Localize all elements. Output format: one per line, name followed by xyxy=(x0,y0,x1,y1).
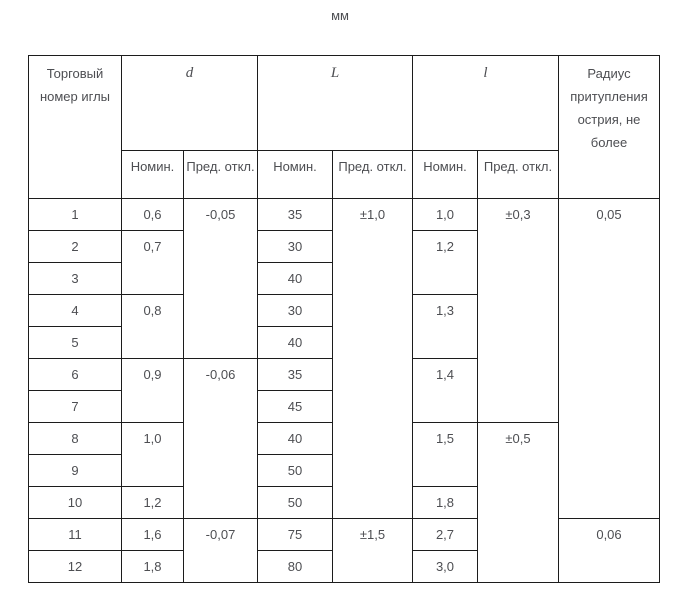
table-cell: 10 xyxy=(29,487,122,519)
header-group-L: L xyxy=(258,56,413,151)
table-cell: 75 xyxy=(258,519,333,551)
unit-label: мм xyxy=(331,8,349,23)
table-cell: 40 xyxy=(258,263,333,295)
table-cell: 1,2 xyxy=(413,231,478,295)
needle-dimensions-table xyxy=(28,55,660,583)
table-cell: 1,8 xyxy=(122,551,184,583)
table-row-11 xyxy=(29,519,660,551)
table-cell: 35 xyxy=(258,359,333,391)
header-L-deviation: Пред. откл. xyxy=(333,151,413,199)
table-cell: 8 xyxy=(29,423,122,455)
table-cell: 12 xyxy=(29,551,122,583)
table-cell: -0,07 xyxy=(184,519,258,583)
table-cell: 45 xyxy=(258,391,333,423)
header-d-nominal: Номин. xyxy=(122,151,184,199)
table-cell: 0,7 xyxy=(122,231,184,295)
header-group-row xyxy=(29,56,660,151)
table-cell: ±1,5 xyxy=(333,519,413,583)
table-cell: 1,3 xyxy=(413,295,478,359)
table-cell: 3 xyxy=(29,263,122,295)
table-cell: 1,6 xyxy=(122,519,184,551)
table-cell: 0,8 xyxy=(122,295,184,359)
table-cell: 1 xyxy=(29,199,122,231)
table-cell: 50 xyxy=(258,455,333,487)
table-cell: 0,6 xyxy=(122,199,184,231)
table-cell: 1,8 xyxy=(413,487,478,519)
header-l-nominal: Номин. xyxy=(413,151,478,199)
table-cell: 1,0 xyxy=(122,423,184,487)
table-cell: -0,05 xyxy=(184,199,258,359)
table-cell: 6 xyxy=(29,359,122,391)
table-cell: 80 xyxy=(258,551,333,583)
table-cell: ±0,5 xyxy=(478,423,559,583)
table-cell: 30 xyxy=(258,231,333,263)
table-cell: 50 xyxy=(258,487,333,519)
header-group-d: d xyxy=(122,56,258,151)
header-radius: Радиус притупления острия, не более xyxy=(559,56,660,199)
header-group-l: l xyxy=(413,56,559,151)
table-cell: 4 xyxy=(29,295,122,327)
table-cell: 1,5 xyxy=(413,423,478,487)
table-cell: 30 xyxy=(258,295,333,327)
table-cell: 40 xyxy=(258,327,333,359)
table-cell: 5 xyxy=(29,327,122,359)
header-d-deviation: Пред. откл. xyxy=(184,151,258,199)
table-cell: 7 xyxy=(29,391,122,423)
table-cell: 0,06 xyxy=(559,519,660,583)
table-cell: 3,0 xyxy=(413,551,478,583)
header-needle-number: Торговый номер иглы xyxy=(29,56,122,199)
header-L-nominal: Номин. xyxy=(258,151,333,199)
table-cell: ±0,3 xyxy=(478,199,559,423)
table-cell: 1,0 xyxy=(413,199,478,231)
table-cell: 0,9 xyxy=(122,359,184,423)
table-cell: 2,7 xyxy=(413,519,478,551)
table-cell: ±1,0 xyxy=(333,199,413,519)
table-cell: 1,2 xyxy=(122,487,184,519)
table-cell: 35 xyxy=(258,199,333,231)
table-cell: 2 xyxy=(29,231,122,263)
table-cell: 40 xyxy=(258,423,333,455)
table-cell: 11 xyxy=(29,519,122,551)
table-cell: 1,4 xyxy=(413,359,478,423)
table-cell: 9 xyxy=(29,455,122,487)
header-l-deviation: Пред. откл. xyxy=(478,151,559,199)
table-row-1 xyxy=(29,199,660,231)
table-cell: -0,06 xyxy=(184,359,258,519)
table-cell: 0,05 xyxy=(559,199,660,519)
